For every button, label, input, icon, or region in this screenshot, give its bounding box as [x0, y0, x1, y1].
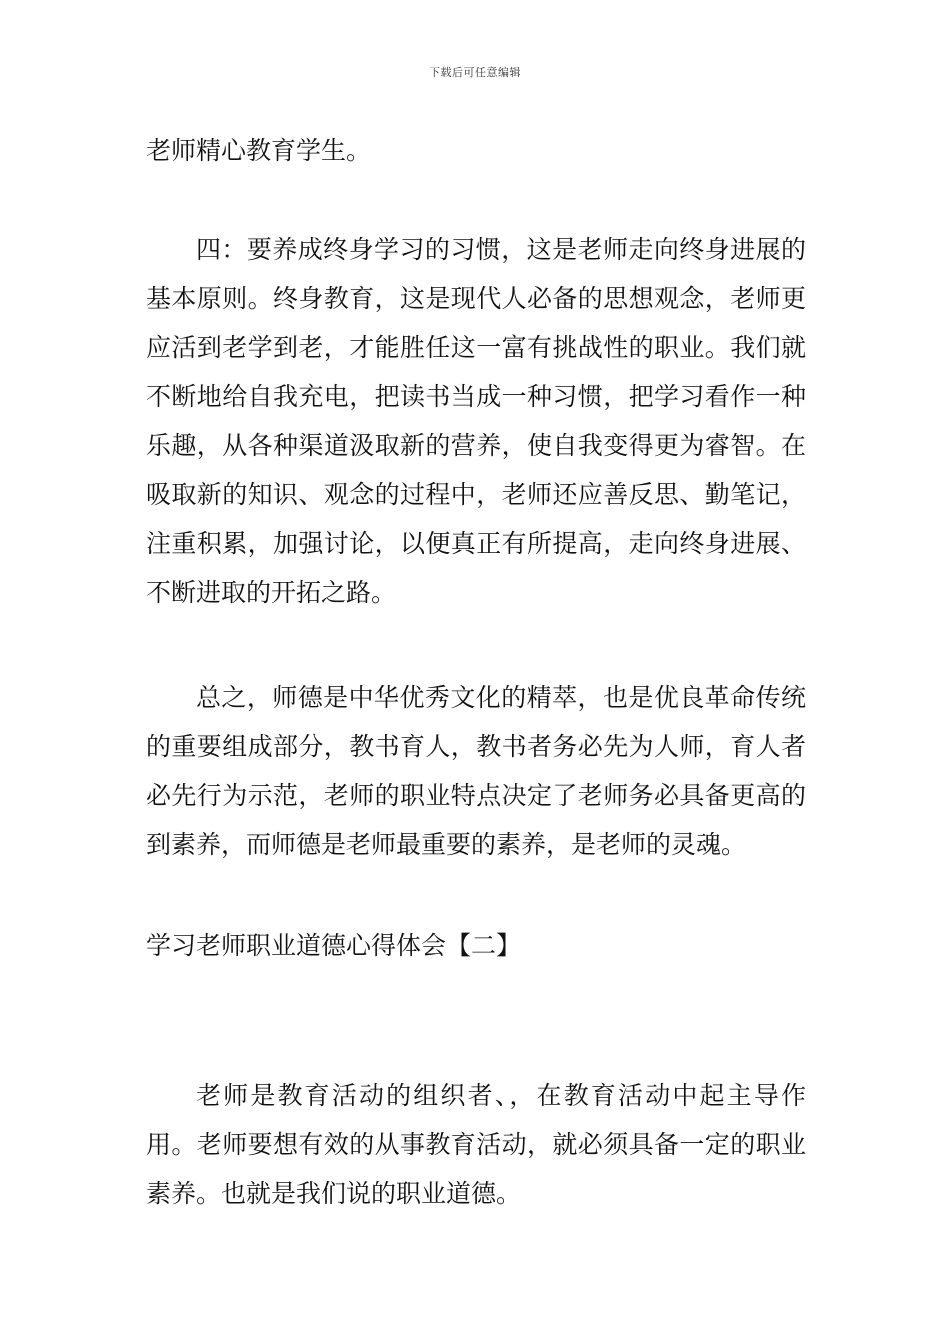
- paragraph-teacher-role: 老师是教育活动的组织者、，在教育活动中起主导作用。老师要想有效的从事教育活动，就必须具备一定的职业素养。也就是我们说的职业道德。: [146, 1081, 806, 1208]
- section-title: 学习老师职业道德心得体会【二】: [146, 931, 522, 960]
- paragraph-continuation: 老师精心教育学生。: [146, 136, 372, 165]
- page-header-note: 下载后可任意编辑: [429, 66, 521, 79]
- paragraph-conclusion: 总之，师德是中华优秀文化的精萃，也是优良革命传统的重要组成部分，教书育人，教书者务必先为人师，育人者必先行为示范，老师的职业特点决定了老师务必具备更高的到素养，而师德是老师最重要的素养，是老师的灵魂。: [146, 683, 806, 859]
- paragraph-lifelong-learning: 四：要养成终身学习的习惯，这是老师走向终身进展的基本原则。终身教育，这是现代人必备的思想观念，老师更应活到老学到老，才能胜任这一富有挑战性的职业。我们就不断地给自我充电，把读书当成一种习惯，把学习看作一种乐趣，从各种渠道汲取新的营养，使自我变得更为睿智。在吸取新的知识、观念的过程中，老师还应善反思、勤笔记，注重积累，加强讨论，以便真正有所提高，走向终身进展、不断进取的开拓之路。: [146, 235, 806, 607]
